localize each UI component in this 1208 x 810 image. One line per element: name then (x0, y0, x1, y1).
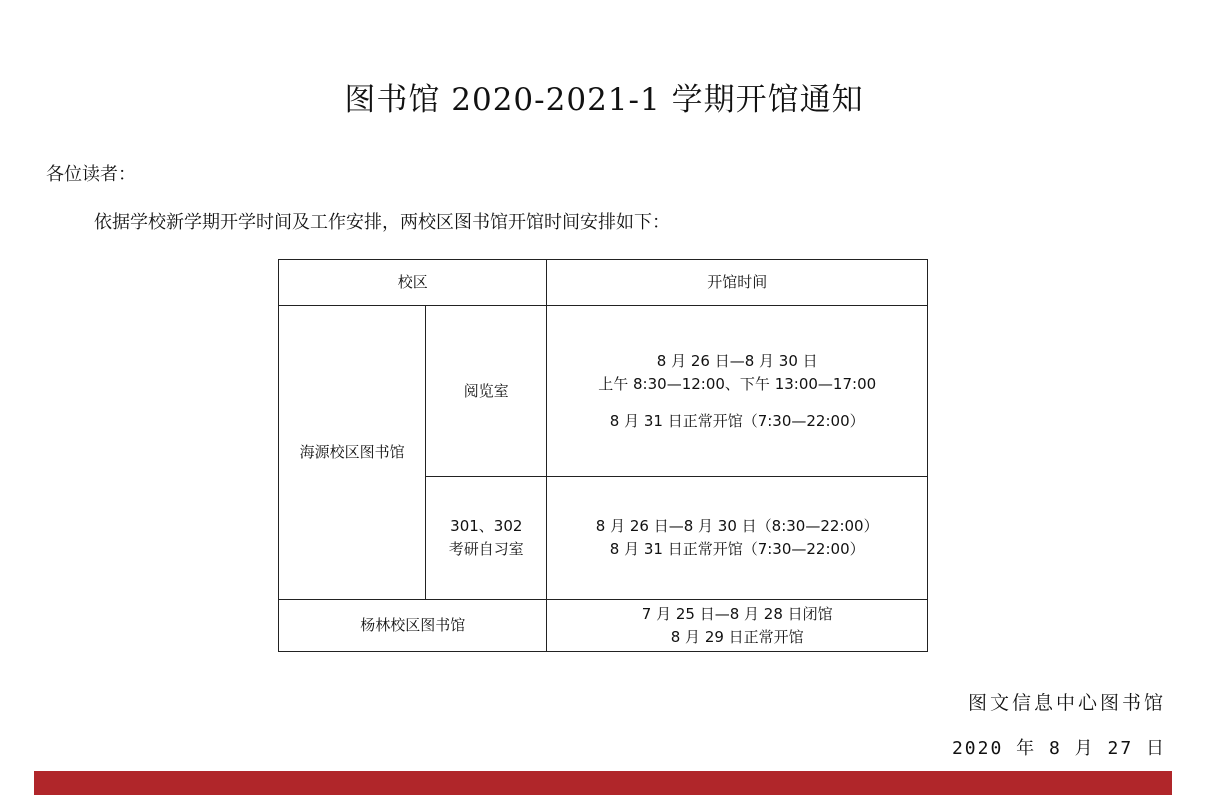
campus-haiyuan: 海源校区图书馆 (279, 306, 426, 600)
hours-study (547, 477, 928, 600)
header-hours: 开馆时间 (547, 260, 928, 306)
room-line: 301、302 (450, 517, 523, 535)
hours-reading (547, 306, 928, 477)
hours-line: 8 月 31 日正常开馆（7:30—22:00） (609, 411, 865, 430)
opening-hours-table (278, 259, 928, 652)
intro-paragraph: 依据学校新学期开学时间及工作安排，两校区图书馆开馆时间安排如下： (94, 212, 670, 233)
room-line: 考研自习室 (448, 540, 524, 558)
table-header-row (279, 260, 928, 306)
hours-line: 8 月 26 日—8 月 30 日（8:30—22:00） (595, 517, 879, 535)
room-reading: 阅览室 (426, 306, 547, 477)
line-gap (547, 396, 927, 410)
hours-line: 8 月 29 日正常开馆 (670, 627, 804, 646)
header-campus: 校区 (279, 260, 547, 306)
signature: 图文信息中心图书馆 (967, 692, 1166, 714)
hours-yanglin (547, 600, 928, 652)
hours-line: 上午 8:30—12:00、下午 13:00—17:00 (598, 374, 877, 393)
table-row (279, 306, 928, 477)
campus-yanglin: 杨林校区图书馆 (279, 600, 547, 652)
room-study (426, 477, 547, 600)
notice-date: 2020 年 8 月 27 日 (951, 738, 1166, 759)
hours-line: 7 月 25 日—8 月 28 日闭馆 (641, 604, 833, 623)
table-row (279, 600, 928, 652)
hours-line: 8 月 31 日正常开馆（7:30—22:00） (609, 540, 865, 558)
hours-line: 8 月 26 日—8 月 30 日 (656, 351, 818, 370)
footer-accent-bar (34, 771, 1172, 795)
greeting: 各位读者： (46, 164, 136, 185)
page-title: 图书馆 2020-2021-1 学期开馆通知 (344, 82, 864, 118)
